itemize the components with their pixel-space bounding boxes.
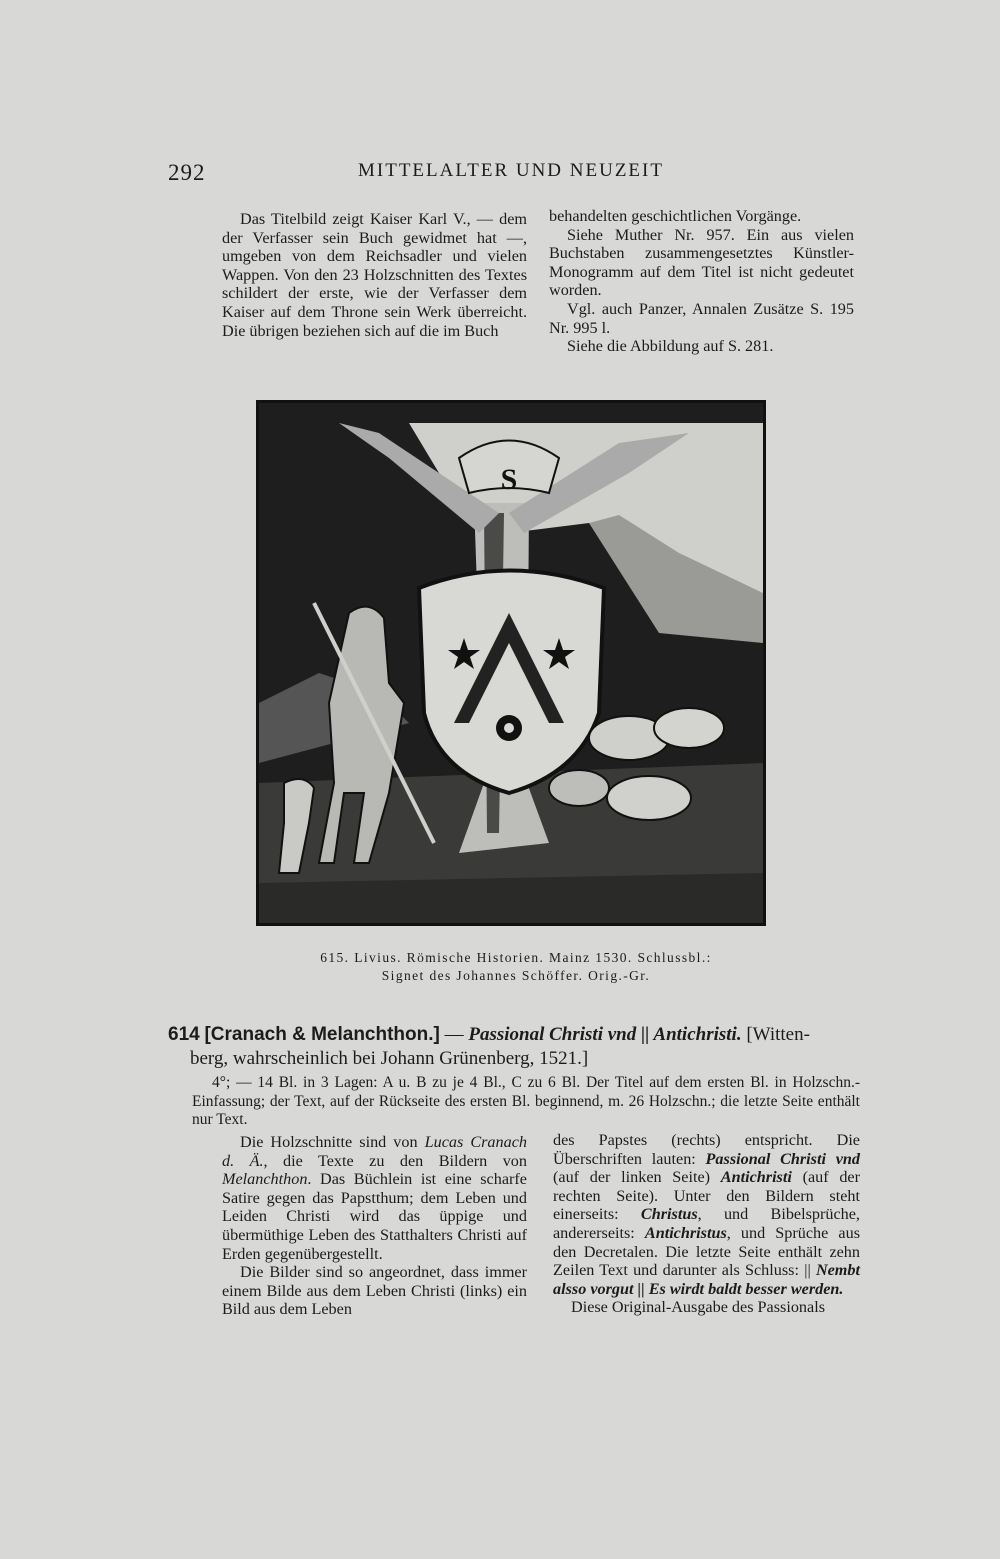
woodcut-image — [259, 403, 763, 923]
top-right-column — [549, 207, 854, 356]
catalog-entry-heading — [168, 1023, 858, 1071]
entry-number: 614 — [168, 1024, 200, 1045]
entry-title: Passional Christi vnd || Antichristi. — [468, 1024, 742, 1045]
signet-letter: S — [500, 463, 518, 496]
entry-imprint: [Witten- — [746, 1024, 810, 1045]
paragraph: Vgl. auch Panzer, Annalen Zusätze S. 195 Nr. 995 l. — [549, 299, 854, 337]
paragraph: Die Holzschnitte sind von Lucas Cranach d. Ä., die Texte zu den Bildern von Melanchthon. Das Büchlein ist eine scharfe Satire gegen das Papstthum; dem Leben und Leiden Christi wird das üppige und übermüthige Leben des Statthalters Christi auf Erden gegenübergestellt. — [222, 1133, 527, 1263]
page-number: 292 — [168, 160, 206, 185]
running-head: MITTELALTER UND NEUZEIT — [358, 160, 664, 181]
bottom-left-column — [222, 1133, 527, 1319]
woodcut-illustration — [256, 400, 766, 926]
top-left-column — [222, 210, 527, 340]
paragraph: Das Titelbild zeigt Kaiser Karl V., — dem der Verfasser sein Buch gewidmet hat —, umgeben von dem Reichsadler und vielen Wappen. Von den 23 Holzschnitten des Textes schildert der erste, wie der Verfasser dem Kaiser auf dem Throne sein Werk überreicht. Die übrigen beziehen sich auf die im Buch — [222, 210, 527, 340]
entry-dash: — — [444, 1024, 464, 1045]
paragraph: des Papstes (rechts) entspricht. Die Überschriften lauten: Passional Christi vnd (auf der linken Seite) Antichristi (auf der rechten Seite). Unter den Bildern steht einerseits: Christus, und Bibelsprüche, andererseits: Antichristus, und Sprüche aus den Decretalen. Die letzte Seite enthält zehn Zeilen Text und darunter als Schluss: || Nembt alsso vorgut || Es wirdt baldt besser werden. — [553, 1131, 860, 1298]
paragraph: Siehe Muther Nr. 957. Ein aus vielen Buchstaben zusammengesetztes Künstler-Monogramm auf dem Titel ist nicht gedeutet worden. — [549, 225, 854, 300]
entry-imprint-continued: berg, wahrscheinlich bei Johann Grünenberg, 1521.] — [190, 1048, 589, 1069]
bottom-right-column — [553, 1131, 860, 1317]
collation-note — [192, 1074, 860, 1130]
figure-caption: 615. Livius. Römische Historien. Mainz 1530. Schlussbl.: — [320, 950, 712, 965]
paragraph: 4°; — 14 Bl. in 3 Lagen: A u. B zu je 4 Bl., C zu 6 Bl. Der Titel auf dem ersten Bl. in Holzschn.-Einfassung; der Text, auf der Rückseite des ersten Bl. beginnend, m. 26 Holzschn.; die letzte Seite enthält nur Text. — [192, 1074, 860, 1128]
paragraph: behandelten geschichtlichen Vorgänge. — [549, 207, 802, 225]
paragraph: Diese Original-Ausgabe des Passionals — [571, 1298, 826, 1317]
paragraph: Siehe die Abbildung auf S. 281. — [567, 337, 774, 356]
paragraph: Die Bilder sind so angeordnet, dass immer einem Bilde aus dem Leben Christi (links) ein Bild aus dem Leben — [222, 1263, 527, 1319]
entry-author: [Cranach & Melanchthon.] — [204, 1024, 440, 1045]
figure-caption-continued: Signet des Johannes Schöffer. Orig.-Gr. — [381, 968, 651, 983]
